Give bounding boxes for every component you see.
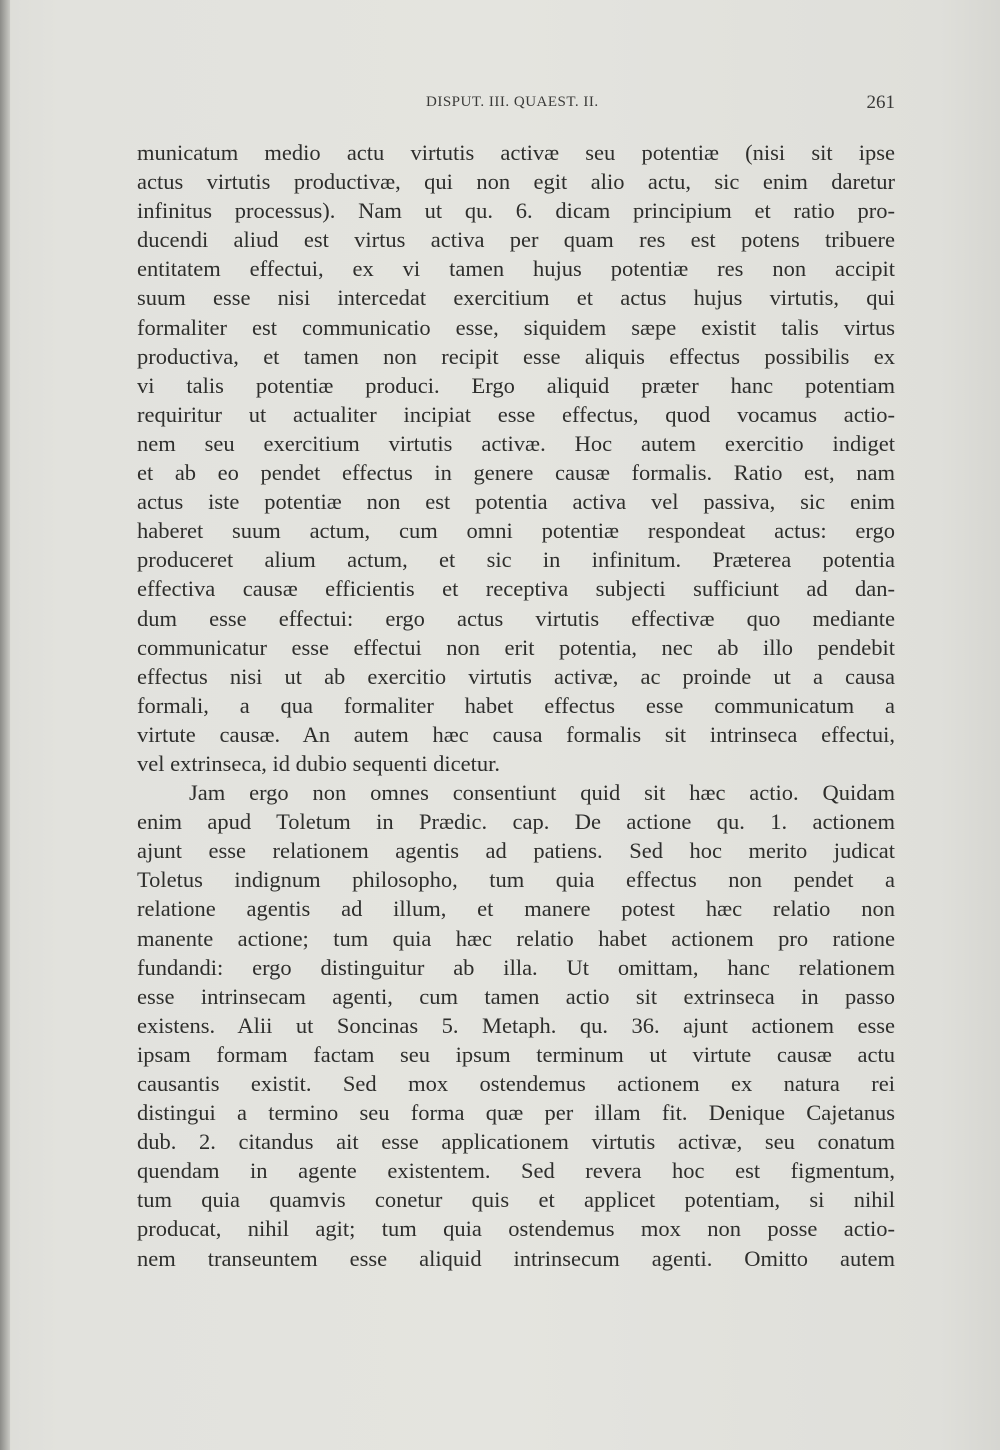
text-line: ipsam formam factam seu ipsum terminum ut virtute causæ actu	[137, 1041, 895, 1067]
text-line: suum esse nisi intercedat exercitium et actus hujus virtutis, qui	[137, 285, 895, 311]
running-head	[140, 92, 895, 118]
text-line: distingui a termino seu forma quæ per illam fit. Denique Cajetanus	[137, 1100, 895, 1126]
text-line: nem seu exercitium virtutis activæ. Hoc autem exercitio indiget	[137, 430, 895, 456]
text-line: formaliter est communicatio esse, siquidem sæpe existit talis virtus	[137, 314, 895, 340]
text-line: virtute causæ. An autem hæc causa formalis sit intrinseca effectui,	[137, 721, 895, 747]
text-line: enim apud Toletum in Prædic. cap. De actione qu. 1. actionem	[137, 809, 895, 835]
text-line: effectiva causæ efficientis et receptiva subjecti sufficiunt ad dan-	[137, 576, 895, 602]
text-line: haberet suum actum, cum omni potentiæ respondeat actus: ergo	[137, 518, 895, 544]
page-number: 261	[866, 92, 895, 113]
text-line: infinitus processus). Nam ut qu. 6. dicam principium et ratio pro-	[137, 198, 895, 224]
text-line: Toletus indignum philosopho, tum quia effectus non pendet a	[137, 867, 895, 893]
text-line: esse intrinsecam agenti, cum tamen actio sit extrinseca in passo	[137, 983, 895, 1009]
body-text	[137, 138, 895, 1273]
text-line: fundandi: ergo distinguitur ab illa. Ut omittam, hanc relationem	[137, 954, 895, 980]
text-line: causantis existit. Sed mox ostendemus actionem ex natura rei	[137, 1071, 895, 1096]
text-line: et ab eo pendet effectus in genere causæ formalis. Ratio est, nam	[137, 460, 895, 486]
text-line: dum esse effectui: ergo actus virtutis effectivæ quo mediante	[137, 605, 895, 631]
text-line: vi talis potentiæ produci. Ergo aliquid præter hanc potentiam	[137, 372, 895, 398]
text-line: ducendi aliud est virtus activa per quam res est potens tribuere	[137, 227, 895, 253]
text-line: effectus nisi ut ab exercitio virtutis activæ, ac proinde ut a causa	[137, 663, 895, 689]
text-line: productiva, et tamen non recipit esse aliquis effectus possibilis ex	[137, 343, 895, 369]
page-edge-shadow	[0, 0, 10, 1450]
paragraph-end-line: vel extrinseca, id dubio sequenti dicetur.	[137, 750, 501, 776]
text-line: relatione agentis ad illum, et manere potest hæc relatio non	[137, 896, 895, 922]
text-line: dub. 2. citandus ait esse applicationem virtutis activæ, seu conatum	[137, 1129, 895, 1155]
text-line: actus iste potentiæ non est potentia activa vel passiva, sic enim	[137, 489, 895, 515]
text-line: communicatur esse effectui non erit potentia, nec ab illo pendebit	[137, 634, 895, 660]
text-line: municatum medio actu virtutis activæ seu potentiæ (nisi sit ipse	[137, 140, 895, 165]
text-line: tum quia quamvis conetur quis et applicet potentiam, si nihil	[137, 1187, 895, 1213]
text-line: formali, a qua formaliter habet effectus esse communicatum a	[137, 692, 895, 718]
text-line: entitatem effectui, ex vi tamen hujus potentiæ res non accipit	[137, 256, 895, 282]
text-line: produceret alium actum, et sic in infinitum. Præterea potentia	[137, 547, 895, 573]
text-line: ajunt esse relationem agentis ad patiens. Sed hoc merito judicat	[137, 838, 895, 864]
text-line: actus virtutis productivæ, qui non egit alio actu, sic enim daretur	[137, 169, 895, 195]
header-title: DISPUT. III. QUAEST. II.	[426, 94, 599, 110]
text-line: manente actione; tum quia hæc relatio habet actionem pro ratione	[137, 925, 895, 951]
text-line: requiritur ut actualiter incipiat esse effectus, quod vocamus actio-	[137, 401, 895, 427]
text-line: nem transeuntem esse aliquid intrinsecum agenti. Omitto autem	[137, 1245, 895, 1271]
text-line: producat, nihil agit; tum quia ostendemus mox non posse actio-	[137, 1216, 895, 1242]
text-line: existens. Alii ut Soncinas 5. Metaph. qu. 36. ajunt actionem esse	[137, 1012, 895, 1038]
text-line: quendam in agente existentem. Sed revera hoc est figmentum,	[137, 1158, 895, 1184]
paragraph-first-line: Jam ergo non omnes consentiunt quid sit hæc actio. Quidam	[189, 780, 895, 806]
